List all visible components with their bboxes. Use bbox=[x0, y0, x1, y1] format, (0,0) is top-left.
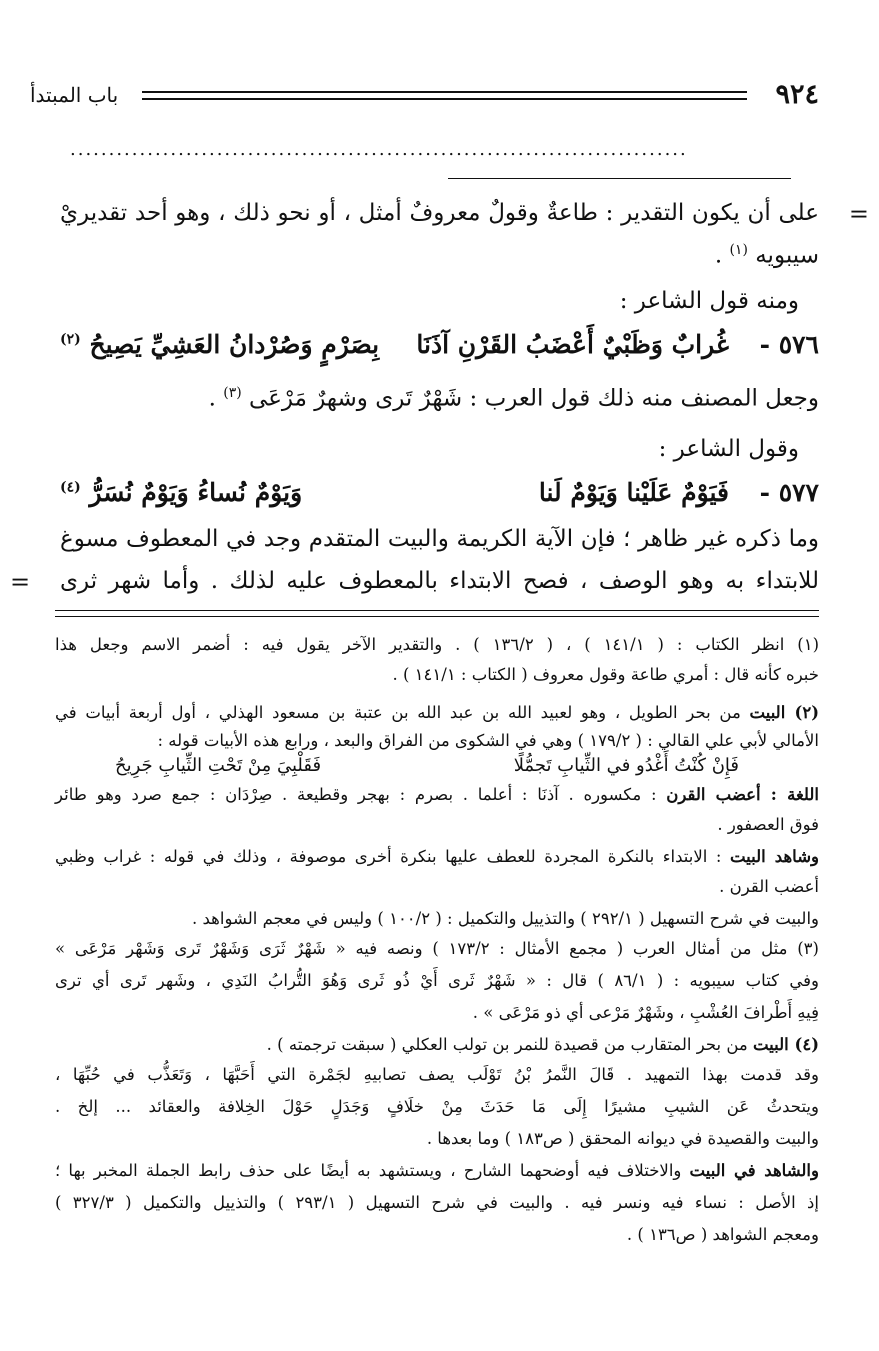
footnote-line bbox=[55, 847, 819, 866]
text-span: وشاهد البيت bbox=[729, 847, 819, 866]
footnote-line: (١) انظر الكتاب : ( ١٤١/١ ) ، ( ١٣٦/٢ ) . والتقدير الآخر يقول فيه : أضمر الاسم وجعل هذا bbox=[55, 635, 819, 654]
footnote-line: وفي كتاب سيبويه : ( ٨٦/١ ) قال : « شَهْرٌ ثَرى أَيْ ذُو ثَرى وَهُوَ التُّرابُ النَدِي ، وشَهر تَرى أي ترى bbox=[55, 971, 819, 990]
verse-hemistich-1: فَيَوْمٌ عَلَيْنا وَيَوْمٌ لَنا bbox=[538, 478, 729, 507]
text-line: للابتداء به وهو الوصف ، فصح الابتداء بالمعطوف عليه لذلك . وأما شهر ثرى bbox=[60, 568, 819, 594]
top-rule bbox=[448, 178, 791, 179]
footnote-line: فوق العصفور . bbox=[717, 815, 819, 834]
text-span: : مكسوره . آذنَا : أعلما . بصرم : بهجر وقطيعة . صِرْدَان : جمع صرد وهو طائر bbox=[55, 785, 667, 804]
footnote-line: الأمالي لأبي علي القالي : ( ١٧٩/٢ ) وهي في الشكوى من الفراق والبعد ، ورابع هذه الأبيات قوله : bbox=[157, 731, 819, 750]
text-span: . bbox=[208, 385, 224, 412]
footnote-line: فِيهِ أَطْرافَ العُشْبِ ، وشَهْرٌ مَرْعى أي ذو مَرْعَى » . bbox=[472, 1003, 819, 1022]
text-span: اللغة : أعضب القرن bbox=[666, 785, 819, 804]
text-line: على أن يكون التقدير : طاعةٌ وقولٌ معروفٌ أمثل ، أو نحو ذلك ، وهو أحد تقديريْ bbox=[60, 200, 819, 226]
footnote-line: والبيت في شرح التسهيل ( ٢٩٢/١ ) والتذييل والتكميل : ( ١٠٠/٢ ) وليس في معجم الشواهد . bbox=[192, 909, 819, 928]
text-line bbox=[715, 242, 819, 269]
footnote-line: ومعجم الشواهد ( ص١٣٦ ) . bbox=[626, 1225, 819, 1244]
verse-hemistich-2: فَقَلْبِيَ مِنْ تَحْتِ الثِّيابِ جَرِيحُ bbox=[115, 755, 322, 776]
footnote-line: إذ الأصل : نساء فيه ونسر فيه . والبيت في شرح التسهيل ( ٢٩٣/١ ) والتذييل والتكميل ( ٣٢٧/٣ ) bbox=[55, 1193, 819, 1212]
verse-hemistich-2 bbox=[60, 330, 379, 359]
text-line: وما ذكره غير ظاهر ؛ فإن الآية الكريمة والبيت المتقدم وجد في المعطوف مسوغ bbox=[60, 526, 819, 552]
footnote-separator bbox=[55, 610, 819, 617]
footnote-ref: (٢) bbox=[60, 331, 81, 348]
verse-hemistich-2 bbox=[60, 478, 302, 507]
text-span: وجعل المصنف منه ذلك قول العرب : شَهْرٌ تَرى وشهرٌ مَرْعَى bbox=[249, 385, 819, 412]
verse-hemistich-1: فَإِنْ كُنْتُ أَغْدُو في الثِّيابِ تَجمُّلًا bbox=[513, 755, 739, 776]
footnote-ref: (٣) bbox=[223, 385, 242, 401]
continuation-mark: = bbox=[10, 568, 31, 596]
text-span: من بحر المتقارب من قصيدة للنمر بن تولب العكلي ( سبقت ترجمته ) . bbox=[266, 1035, 753, 1054]
page-header bbox=[30, 78, 819, 112]
dotted-separator: ................................................................................ bbox=[70, 145, 688, 157]
footnote-line: وقد قدمت بهذا التمهيد . قَالَ النَّمرُ بْنُ تَوْلَب يصف تصابيهِ لجَمْرة التي أَحَبَّهَا ، وَتَعَذُّب في حُبِّهَا ، bbox=[55, 1065, 819, 1084]
footnote-line: خبره كأنه قال : أمري طاعة وقول معروف ( الكتاب : ١٤١/١ ) . bbox=[392, 665, 819, 684]
page-number: ٩٢٤ bbox=[775, 79, 819, 110]
footnote-line: ويتحدثُ عَن الشيبِ مشيرًا إِلَى مَا حَدَثَ مِنْ خلَافٍ وَجَدَلٍ حَوْلَ الخِلافة والعقائد ... إلخ . bbox=[55, 1097, 819, 1116]
text-span: وَيَوْمٌ نُساءُ وَيَوْمٌ نُسَرُّ bbox=[89, 478, 303, 507]
text-span: من بحر الطويل ، وهو لعبيد الله بن عبد الله بن عتبة بن مسعود الهذلي ، أول أربعة أبيات في bbox=[55, 703, 750, 722]
footnote-ref: (١) bbox=[729, 242, 748, 258]
text-span: . bbox=[714, 242, 730, 269]
footnote-line: والبيت والقصيدة في ديوانه المحقق ( ص١٨٣ ) وما بعدها . bbox=[426, 1129, 819, 1148]
continuation-mark: = bbox=[848, 200, 869, 228]
footnote-line: أعضب القرن . bbox=[719, 877, 819, 896]
verse-hemistich-1: غُرابٌ وَظَبْيٌ أَعْضَبُ القَرْنِ آذَنَا bbox=[416, 330, 729, 359]
text-span: والاختلاف فيه أوضحهما الشارح ، ويستشهد به أيضًا على حذف رابط الجملة المخبر بها ؛ bbox=[55, 1161, 690, 1180]
footnote-ref: (٤) bbox=[60, 479, 81, 496]
footnote-line bbox=[55, 1161, 819, 1180]
text-span: بِصَرْمٍ وَصُرْدانُ العَشِيِّ يَصِيحُ bbox=[89, 330, 380, 359]
header-double-rule bbox=[142, 91, 747, 100]
text-span: والشاهد في البيت bbox=[689, 1161, 819, 1180]
text-span: (٢) البيت bbox=[749, 703, 819, 722]
footnote-line bbox=[267, 1035, 819, 1054]
text-span: سيبويه bbox=[755, 242, 819, 269]
text-span: : الابتداء بالنكرة المجردة للعطف عليها بنكرة أخرى موصوفة ، وذلك في قوله : غراب وظبي bbox=[55, 847, 730, 866]
footnote-line bbox=[55, 703, 819, 722]
text-line bbox=[209, 385, 819, 412]
footnote-line bbox=[55, 785, 819, 804]
verse-number: ٥٧٦ - bbox=[759, 330, 819, 359]
verse-number: ٥٧٧ - bbox=[759, 478, 819, 507]
text-line: وقول الشاعر : bbox=[658, 436, 799, 462]
text-line: ومنه قول الشاعر : bbox=[619, 288, 799, 314]
chapter-title: باب المبتدأ bbox=[30, 83, 119, 107]
text-span: (٤) البيت bbox=[752, 1035, 819, 1054]
footnote-line: (٣) مثل من أمثال العرب ( مجمع الأمثال : ١٧٣/٢ ) ونصه فيه « شَهْرٌ ثَرَى وَشَهْرٌ تَرى وَشَهْر مَرْعَى » bbox=[55, 939, 819, 958]
